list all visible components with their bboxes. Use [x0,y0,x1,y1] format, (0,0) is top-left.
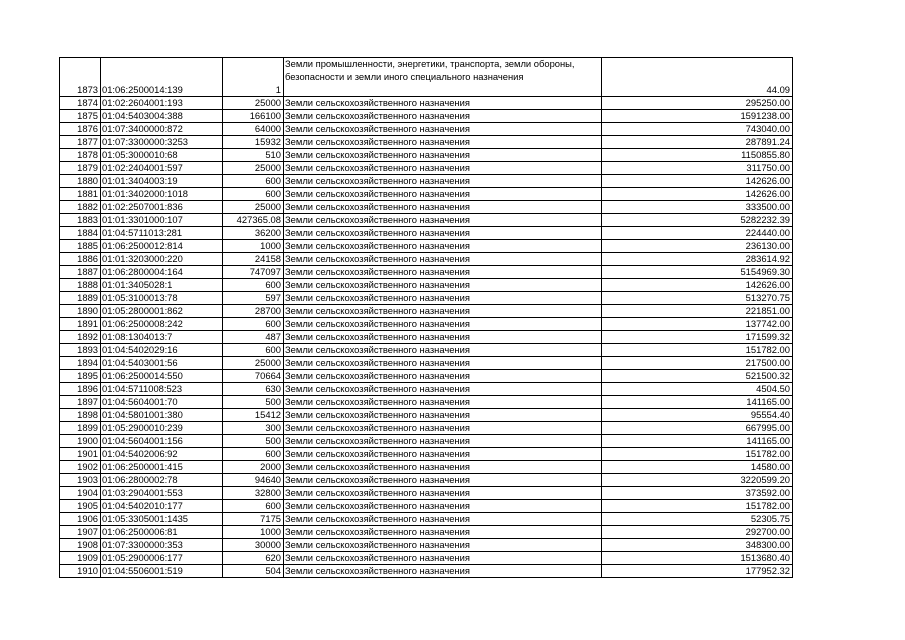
area-cell: 32800 [223,487,284,500]
cadastral-value-cell: 292700.00 [602,526,793,539]
cadastral-number-cell: 01:05:3000010:68 [101,149,223,162]
cadastral-value-cell: 142626.00 [602,175,793,188]
cadastral-value-cell: 513270.75 [602,292,793,305]
table-row [60,175,793,188]
table-row [60,474,793,487]
land-category-cell: Земли сельскохозяйственного назначения [284,370,602,383]
table-row [60,513,793,526]
land-category-cell: Земли сельскохозяйственного назначения [284,162,602,175]
area-cell: 600 [223,279,284,292]
cadastral-number-cell: 01:05:2900010:239 [101,422,223,435]
land-category-cell: Земли сельскохозяйственного назначения [284,526,602,539]
land-category-cell: Земли сельскохозяйственного назначения [284,214,602,227]
land-category-cell: Земли сельскохозяйственного назначения [284,409,602,422]
row-number-cell: 1882 [60,201,101,214]
row-number-cell: 1887 [60,266,101,279]
area-cell: 25000 [223,97,284,110]
cadastral-value-cell: 236130.00 [602,240,793,253]
cadastral-number-cell: 01:05:3305001:1435 [101,513,223,526]
land-category-cell: Земли сельскохозяйственного назначения [284,513,602,526]
row-number-cell: 1909 [60,552,101,565]
cadastral-value-cell: 1150855.80 [602,149,793,162]
row-number-cell: 1881 [60,188,101,201]
cadastral-number-cell: 01:02:2404001:597 [101,162,223,175]
area-cell: 620 [223,552,284,565]
land-plots-table [59,57,793,578]
land-category-cell: Земли сельскохозяйственного назначения [284,552,602,565]
area-cell: 600 [223,318,284,331]
cadastral-value-cell: 348300.00 [602,539,793,552]
cadastral-value-cell: 283614.92 [602,253,793,266]
row-number-cell: 1877 [60,136,101,149]
table-row [60,123,793,136]
row-number-cell: 1875 [60,110,101,123]
land-category-cell: Земли сельскохозяйственного назначения [284,279,602,292]
cadastral-number-cell: 01:06:2500014:139 [101,58,223,97]
cadastral-number-cell: 01:05:3100013:78 [101,292,223,305]
cadastral-number-cell: 01:04:5604001:156 [101,435,223,448]
area-cell: 166100 [223,110,284,123]
land-category-cell: Земли сельскохозяйственного назначения [284,175,602,188]
cadastral-number-cell: 01:06:2500012:814 [101,240,223,253]
cadastral-value-cell: 1591238.00 [602,110,793,123]
table-row [60,97,793,110]
area-cell: 94640 [223,474,284,487]
cadastral-number-cell: 01:02:2507001:836 [101,201,223,214]
land-category-cell: Земли сельскохозяйственного назначения [284,344,602,357]
row-number-cell: 1894 [60,357,101,370]
row-number-cell: 1905 [60,500,101,513]
row-number-cell: 1904 [60,487,101,500]
table-row [60,279,793,292]
land-category-cell: Земли сельскохозяйственного назначения [284,331,602,344]
area-cell: 1000 [223,526,284,539]
land-category-cell: Земли сельскохозяйственного назначения [284,123,602,136]
table-row [60,383,793,396]
area-cell: 25000 [223,162,284,175]
cadastral-value-cell: 171599.32 [602,331,793,344]
cadastral-number-cell: 01:01:3404003:19 [101,175,223,188]
cadastral-value-cell: 373592.00 [602,487,793,500]
row-number-cell: 1891 [60,318,101,331]
cadastral-value-cell: 224440.00 [602,227,793,240]
row-number-cell: 1888 [60,279,101,292]
land-category-cell: Земли сельскохозяйственного назначения [284,136,602,149]
row-number-cell: 1889 [60,292,101,305]
cadastral-number-cell: 01:04:5403004:388 [101,110,223,123]
area-cell: 600 [223,448,284,461]
table-row [60,448,793,461]
cadastral-number-cell: 01:04:5403001:56 [101,357,223,370]
area-cell: 1 [223,58,284,97]
table-row [60,136,793,149]
cadastral-number-cell: 01:04:5801001:380 [101,409,223,422]
area-cell: 600 [223,188,284,201]
table-row [60,500,793,513]
land-category-cell: Земли сельскохозяйственного назначения [284,240,602,253]
area-cell: 630 [223,383,284,396]
row-number-cell: 1897 [60,396,101,409]
cadastral-value-cell: 14580.00 [602,461,793,474]
row-number-cell: 1900 [60,435,101,448]
row-number-cell: 1901 [60,448,101,461]
row-number-cell: 1892 [60,331,101,344]
area-cell: 747097 [223,266,284,279]
cadastral-number-cell: 01:01:3203000:220 [101,253,223,266]
table-row [60,344,793,357]
land-category-cell: Земли сельскохозяйственного назначения [284,396,602,409]
cadastral-number-cell: 01:05:2800001:862 [101,305,223,318]
row-number-cell: 1902 [60,461,101,474]
area-cell: 2000 [223,461,284,474]
land-category-cell: Земли сельскохозяйственного назначения [284,318,602,331]
cadastral-value-cell: 142626.00 [602,279,793,292]
land-category-cell: Земли сельскохозяйственного назначения [284,539,602,552]
row-number-cell: 1884 [60,227,101,240]
cadastral-number-cell: 01:04:5604001:70 [101,396,223,409]
land-category-cell: Земли сельскохозяйственного назначения [284,201,602,214]
cadastral-value-cell: 333500.00 [602,201,793,214]
row-number-cell: 1874 [60,97,101,110]
land-category-cell: Земли сельскохозяйственного назначения [284,188,602,201]
land-category-cell: Земли сельскохозяйственного назначения [284,435,602,448]
cadastral-value-cell: 5154969.30 [602,266,793,279]
cadastral-number-cell: 01:04:5711008:523 [101,383,223,396]
table-row [60,435,793,448]
row-number-cell: 1903 [60,474,101,487]
land-category-cell: Земли сельскохозяйственного назначения [284,500,602,513]
table-row [60,370,793,383]
cadastral-number-cell: 01:07:3300000:353 [101,539,223,552]
land-category-cell: Земли сельскохозяйственного назначения [284,487,602,500]
row-number-cell: 1885 [60,240,101,253]
row-number-cell: 1896 [60,383,101,396]
land-category-cell: Земли сельскохозяйственного назначения [284,305,602,318]
table-row [60,201,793,214]
cadastral-number-cell: 01:07:3400000:872 [101,123,223,136]
table-row [60,240,793,253]
land-category-cell: Земли сельскохозяйственного назначения [284,97,602,110]
cadastral-number-cell: 01:06:2500014:550 [101,370,223,383]
cadastral-value-cell: 141165.00 [602,396,793,409]
land-category-cell: Земли сельскохозяйственного назначения [284,149,602,162]
table-row [60,214,793,227]
land-category-cell: Земли сельскохозяйственного назначения [284,422,602,435]
table-row [60,149,793,162]
area-cell: 600 [223,175,284,188]
cadastral-value-cell: 221851.00 [602,305,793,318]
cadastral-value-cell: 44.09 [602,58,793,97]
cadastral-number-cell: 01:04:5506001:519 [101,565,223,578]
table-row [60,357,793,370]
table-body [60,58,793,578]
cadastral-value-cell: 142626.00 [602,188,793,201]
land-category-cell: Земли сельскохозяйственного назначения [284,110,602,123]
cadastral-number-cell: 01:06:2500006:81 [101,526,223,539]
land-category-cell: Земли сельскохозяйственного назначения [284,266,602,279]
row-number-cell: 1895 [60,370,101,383]
cadastral-value-cell: 137742.00 [602,318,793,331]
cadastral-value-cell: 743040.00 [602,123,793,136]
land-category-cell: Земли сельскохозяйственного назначения [284,461,602,474]
land-category-cell: Земли сельскохозяйственного назначения [284,292,602,305]
land-category-cell: Земли сельскохозяйственного назначения [284,448,602,461]
area-cell: 600 [223,344,284,357]
cadastral-number-cell: 01:07:3300000:3253 [101,136,223,149]
area-cell: 597 [223,292,284,305]
cadastral-number-cell: 01:01:3402000:1018 [101,188,223,201]
table-row [60,253,793,266]
cadastral-number-cell: 01:04:5402029:16 [101,344,223,357]
cadastral-value-cell: 521500.32 [602,370,793,383]
cadastral-number-cell: 01:06:2800002:78 [101,474,223,487]
cadastral-value-cell: 311750.00 [602,162,793,175]
row-number-cell: 1906 [60,513,101,526]
table-row [60,526,793,539]
cadastral-value-cell: 151782.00 [602,344,793,357]
cadastral-number-cell: 01:01:3301000:107 [101,214,223,227]
area-cell: 15412 [223,409,284,422]
table-row [60,266,793,279]
area-cell: 487 [223,331,284,344]
cadastral-number-cell: 01:01:3405028:1 [101,279,223,292]
area-cell: 25000 [223,201,284,214]
cadastral-number-cell: 01:04:5711013:281 [101,227,223,240]
area-cell: 25000 [223,357,284,370]
table-row [60,58,793,97]
cadastral-value-cell: 667995.00 [602,422,793,435]
table-row [60,227,793,240]
table-row [60,188,793,201]
land-category-cell: Земли промышленности, энергетики, транспорта, земли обороны, безопасности и земли иного специального назначения [284,58,602,97]
cadastral-number-cell: 01:03:2904001:553 [101,487,223,500]
table-row [60,552,793,565]
row-number-cell: 1873 [60,58,101,97]
cadastral-value-cell: 217500.00 [602,357,793,370]
cadastral-value-cell: 52305.75 [602,513,793,526]
area-cell: 28700 [223,305,284,318]
area-cell: 510 [223,149,284,162]
row-number-cell: 1883 [60,214,101,227]
row-number-cell: 1910 [60,565,101,578]
cadastral-number-cell: 01:06:2500008:242 [101,318,223,331]
land-category-cell: Земли сельскохозяйственного назначения [284,565,602,578]
cadastral-value-cell: 4504.50 [602,383,793,396]
row-number-cell: 1886 [60,253,101,266]
cadastral-value-cell: 177952.32 [602,565,793,578]
cadastral-value-cell: 287891.24 [602,136,793,149]
area-cell: 15932 [223,136,284,149]
area-cell: 300 [223,422,284,435]
land-category-cell: Земли сельскохозяйственного назначения [284,357,602,370]
area-cell: 600 [223,500,284,513]
row-number-cell: 1879 [60,162,101,175]
area-cell: 36200 [223,227,284,240]
area-cell: 500 [223,435,284,448]
row-number-cell: 1880 [60,175,101,188]
row-number-cell: 1907 [60,526,101,539]
area-cell: 64000 [223,123,284,136]
table-row [60,539,793,552]
table-row [60,565,793,578]
table-row [60,110,793,123]
cadastral-number-cell: 01:06:2800004:164 [101,266,223,279]
table-row [60,422,793,435]
cadastral-value-cell: 151782.00 [602,500,793,513]
area-cell: 1000 [223,240,284,253]
area-cell: 500 [223,396,284,409]
cadastral-value-cell: 141165.00 [602,435,793,448]
cadastral-number-cell: 01:02:2604001:193 [101,97,223,110]
land-category-cell: Земли сельскохозяйственного назначения [284,227,602,240]
row-number-cell: 1878 [60,149,101,162]
table-row [60,292,793,305]
cadastral-number-cell: 01:04:5402010:177 [101,500,223,513]
area-cell: 70664 [223,370,284,383]
row-number-cell: 1893 [60,344,101,357]
cadastral-value-cell: 151782.00 [602,448,793,461]
cadastral-number-cell: 01:04:5402006:92 [101,448,223,461]
table-row [60,487,793,500]
cadastral-number-cell: 01:08:1304013:7 [101,331,223,344]
cadastral-value-cell: 3220599.20 [602,474,793,487]
row-number-cell: 1908 [60,539,101,552]
table-row [60,409,793,422]
cadastral-value-cell: 95554.40 [602,409,793,422]
table-row [60,396,793,409]
land-category-cell: Земли сельскохозяйственного назначения [284,383,602,396]
land-category-cell: Земли сельскохозяйственного назначения [284,253,602,266]
area-cell: 7175 [223,513,284,526]
table-row [60,331,793,344]
land-category-cell: Земли сельскохозяйственного назначения [284,474,602,487]
area-cell: 30000 [223,539,284,552]
table-row [60,305,793,318]
table-row [60,162,793,175]
table-row [60,461,793,474]
row-number-cell: 1898 [60,409,101,422]
cadastral-value-cell: 5282232.39 [602,214,793,227]
area-cell: 504 [223,565,284,578]
cadastral-value-cell: 295250.00 [602,97,793,110]
cadastral-number-cell: 01:05:2900006:177 [101,552,223,565]
row-number-cell: 1876 [60,123,101,136]
cadastral-number-cell: 01:06:2500001:415 [101,461,223,474]
row-number-cell: 1899 [60,422,101,435]
row-number-cell: 1890 [60,305,101,318]
area-cell: 427365.08 [223,214,284,227]
area-cell: 24158 [223,253,284,266]
table-row [60,318,793,331]
cadastral-value-cell: 1513680.40 [602,552,793,565]
